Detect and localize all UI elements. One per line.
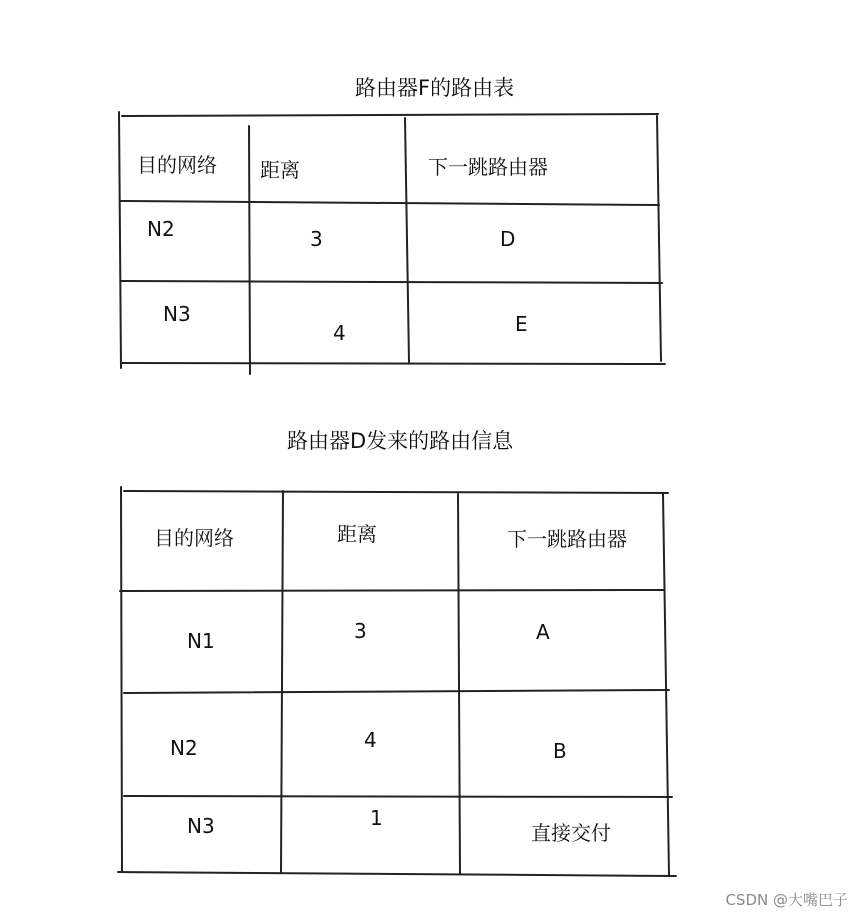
router-d-row1-next-hop: A [536, 620, 550, 644]
router-d-row1-destination: N1 [187, 629, 215, 653]
router-f-header-distance: 距离 [260, 158, 300, 182]
router-d-row3-distance: 1 [370, 806, 383, 830]
router-f-table-title: 路由器F的路由表 [355, 76, 515, 100]
router-d-row2-destination: N2 [170, 736, 198, 760]
router-f-row1-destination: N2 [147, 217, 175, 241]
router-d-row3-next-hop: 直接交付 [531, 821, 611, 845]
router-d-header-destination: 目的网络 [154, 526, 234, 550]
csdn-watermark: CSDN @大嘴巴子 [725, 891, 848, 909]
router-f-header-next-hop: 下一跳路由器 [428, 155, 548, 179]
router-f-row2-distance: 4 [333, 321, 346, 345]
router-f-row1-next-hop: D [500, 227, 516, 251]
router-f-row2-destination: N3 [163, 302, 191, 326]
router-d-row2-distance: 4 [364, 728, 377, 752]
router-f-row1-distance: 3 [310, 227, 323, 251]
router-d-header-next-hop: 下一跳路由器 [507, 527, 627, 551]
router-d-row1-distance: 3 [354, 619, 367, 643]
router-f-header-destination: 目的网络 [137, 153, 217, 177]
router-d-row2-next-hop: B [553, 739, 567, 763]
router-f-row2-next-hop: E [515, 312, 528, 336]
router-d-table-title: 路由器D发来的路由信息 [287, 429, 514, 453]
router-d-row3-destination: N3 [187, 814, 215, 838]
router-d-header-distance: 距离 [337, 522, 377, 546]
